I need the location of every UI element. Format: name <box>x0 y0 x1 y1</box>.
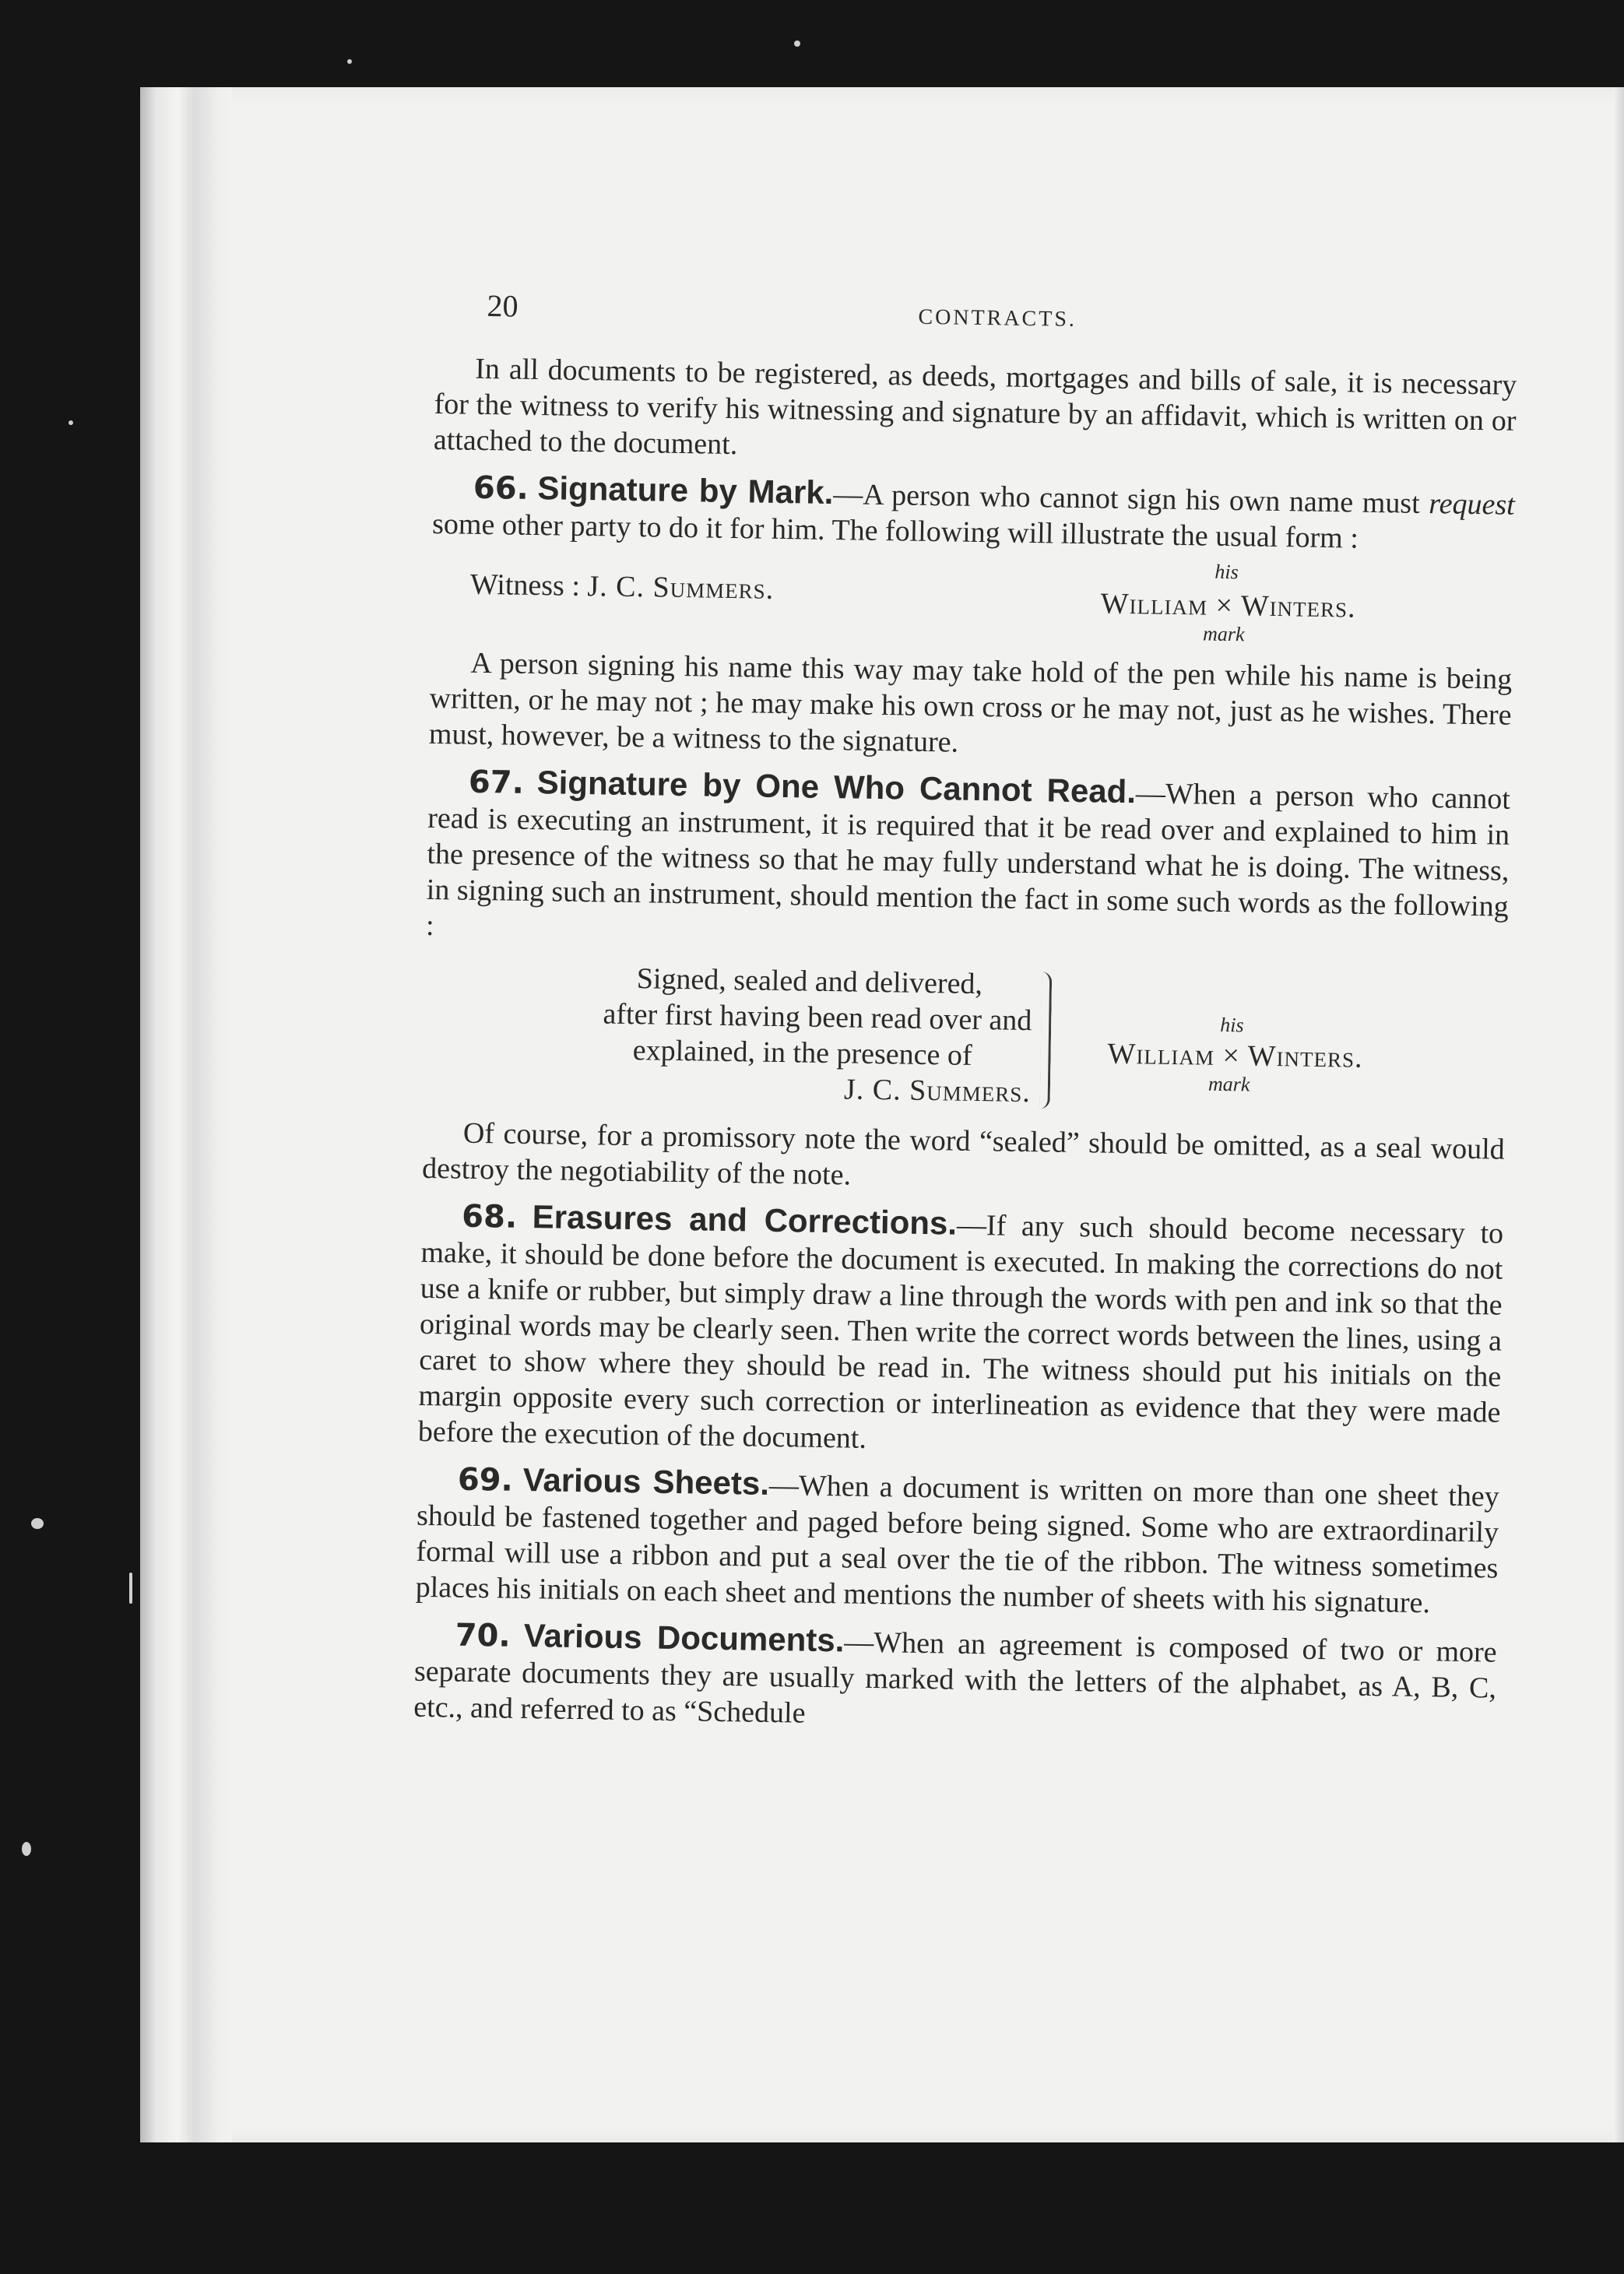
mark-label: mark <box>1207 1072 1250 1096</box>
section-70 <box>413 1616 1497 1742</box>
section-body: —If any such should become necessary to make, it should be done before the document is executed. In making the corrections do not use a knife or rubber, but simply draw a line through the words with pen and ink so that the original words may be clearly seen. Then write the correct words between the lines, using a caret to show where they should be read in. The witness should put his initials on the margin opposite every such correction or interlineation as evidence that they were made before the execution of the document. <box>417 1208 1504 1455</box>
scan-speck <box>31 1518 44 1529</box>
witness-label: Witness : <box>469 568 581 603</box>
paragraph-after-66: A person signing his name this way may take hold of the pen while his name is being written, or he may not ; he may make his own cross or he may not, just as he wishes. There must, however, be a witness to the signature. <box>428 646 1513 759</box>
page-right-edge <box>1613 87 1624 2142</box>
witness-name: J. C. Summers. <box>587 570 775 606</box>
attestation-clause <box>424 958 1033 1110</box>
attestation-line: after first having been read over and <box>603 997 1032 1038</box>
section-body: —When an agreement is composed of two or more separate documents they are usually marked with the letters of the alphabet, as A, B, C, etc., and referred to as “Schedule <box>413 1626 1497 1730</box>
page-content <box>413 286 1518 1742</box>
brace-mark <box>1040 972 1053 1109</box>
section-body: —When a person who cannot read is executing an instrument, it is required that it be read over and explained to him in the presence of the witness so that he may fully understand what he is doing. The witness, in signing such an instrument, should mention the fact in some such words as the following : <box>425 777 1511 943</box>
witness-name: J. C. Summers. <box>843 1073 1032 1109</box>
page-number: 20 <box>487 288 518 324</box>
scan-speck <box>347 59 352 64</box>
section-69 <box>415 1460 1499 1622</box>
signature-example-mark <box>431 553 1514 654</box>
section-number: 67. <box>468 764 525 801</box>
scan-speck <box>22 1842 31 1856</box>
intro-paragraph: In all documents to be registered, as deeds, mortgages and bills of sale, it is necessary for the witness to verify his witnessing and signature by an affidavit, which is written on or attached to the document. <box>433 352 1517 462</box>
witness-line <box>470 568 775 606</box>
section-heading: Erasures and Corrections. <box>532 1198 958 1242</box>
running-title: CONTRACTS. <box>918 304 1077 332</box>
section-heading: Various Sheets. <box>522 1460 770 1502</box>
signature-example-cannot-read <box>423 958 1507 1123</box>
section-number: 68. <box>461 1198 518 1235</box>
section-body: —When a document is written on more than one sheet they should be fastened together and paged before being signed. Some who are extraordinarily formal will use a ribbon and put a seal over the tie of the ribbon. The witness sometimes places his initials on each sheet and mentions the number of sheets with his signature. <box>415 1468 1500 1620</box>
attestation-line: Signed, sealed and delivered, <box>636 962 983 1001</box>
section-67 <box>426 763 1510 961</box>
emphasis-word: request <box>1428 487 1516 522</box>
section-heading: Signature by One Who Cannot Read. <box>536 764 1137 810</box>
scan-speck <box>69 420 73 425</box>
section-68 <box>418 1197 1504 1467</box>
his-label: his <box>1214 560 1239 584</box>
scan-speck <box>129 1573 132 1604</box>
signer-name: William × Winters. <box>1100 587 1356 624</box>
section-heading: Signature by Mark. <box>537 469 834 511</box>
section-body: —A person who cannot sign his own name must <box>832 478 1429 521</box>
page-binding-edge <box>140 87 232 2142</box>
paragraph-after-67: Of course, for a promissory note the word “sealed” should be omitted, as a seal would destroy the negotiability of the note. <box>421 1116 1506 1192</box>
section-body: some other party to do it for him. The following will illustrate the usual form : <box>431 507 1359 555</box>
section-number: 66. <box>473 469 529 507</box>
scan-speck <box>794 40 800 47</box>
his-label: his <box>1219 1013 1244 1037</box>
section-number: 70. <box>455 1617 511 1654</box>
section-66 <box>432 469 1515 559</box>
mark-label: mark <box>1202 622 1245 646</box>
attestation-line: explained, in the presence of <box>632 1034 972 1072</box>
section-number: 69. <box>457 1461 514 1499</box>
section-heading: Various Documents. <box>523 1616 845 1659</box>
signer-name: William × Winters. <box>1107 1037 1363 1074</box>
